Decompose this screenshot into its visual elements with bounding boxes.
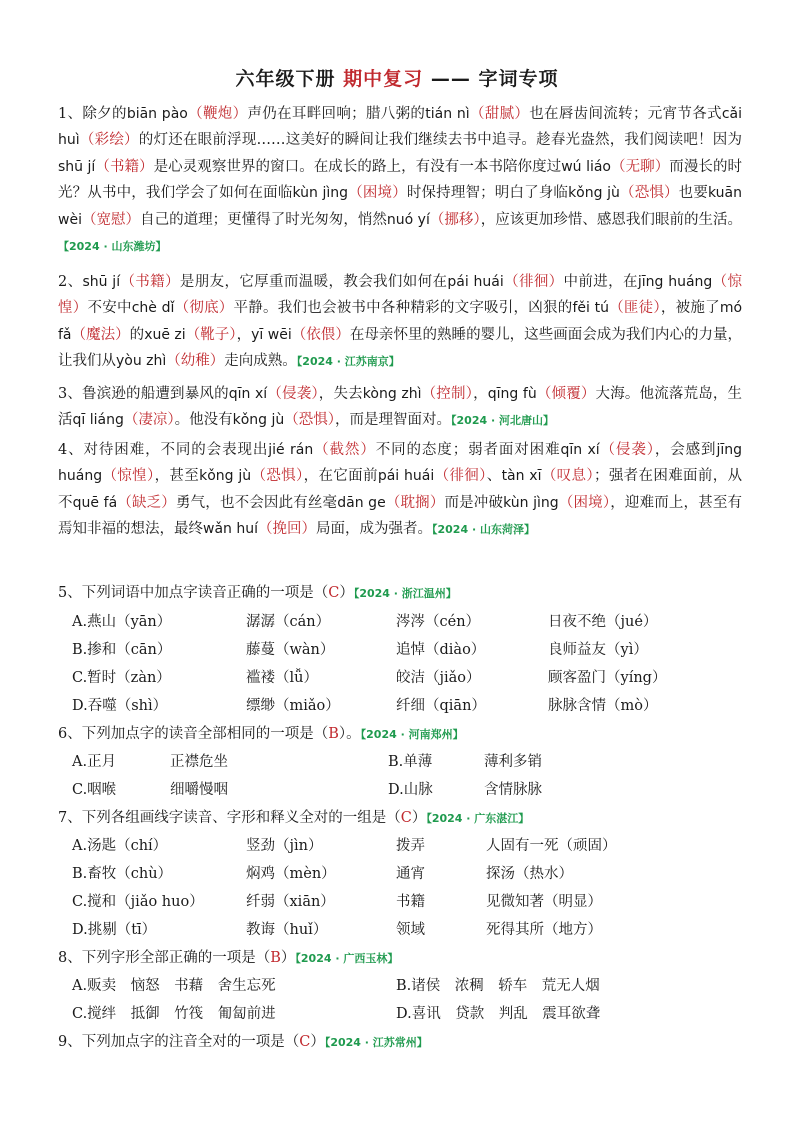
pinyin-prompt: xuē zi [144,326,186,343]
option-item: A.贩卖 恼怒 书藉 舍生忘死 [72,978,276,994]
pinyin-prompt: yī wēi [251,326,292,343]
option-item: 褴褛（lǚ） [246,670,318,686]
pinyin-prompt: biān pào [126,106,188,122]
text: 声仍在耳畔回响；腊八粥的 [247,106,426,122]
option-item: 皎洁（jiǎo） [396,670,481,686]
text: ，失去 [318,386,363,402]
text: ，甚至 [154,468,200,485]
text: 也要 [678,185,708,202]
text: 在母亲怀里的熟睡的婴儿，这些画面会成为我们内心的力量，让我们从 [58,326,743,370]
text: 平静。我们也会被书中各种精彩的文字吸引，凶狠的 [233,300,573,317]
answer: B [270,950,281,966]
pinyin-prompt: qī liáng [72,412,124,429]
option-item: C.搅绊 抵御 竹筏 匍匐前进 [72,1006,276,1022]
answer-word: （控制） [421,386,474,402]
text: 勇气，也不会因此有丝毫 [175,494,338,511]
text: 大海。他流落荒岛，生活 [58,386,743,429]
option-item: 教诲（huǐ） [246,922,328,938]
answer-word: （书籍） [120,274,180,290]
answer-word: （挽回） [258,521,316,538]
answer-word: （困境） [348,185,407,202]
text: ，迎难而上，甚至有焉知非福的想法，最终 [58,494,743,538]
text: 5、下列词语中加点字读音正确的一项是（ [58,585,329,601]
option-item: 顾客盈门（yíng） [548,670,667,686]
text: 而漫长的时光？从书中，我们学会了如何在面临 [58,158,743,202]
answer-word: （耽搁） [385,494,445,511]
option-item: C.搅和（jiǎo huo） [72,894,204,910]
text: ， [473,386,488,402]
text: 9、下列加点字的注音全对的一项是（ [58,1034,300,1050]
passage-2 [58,269,742,376]
option-item: C.暂时（zàn） [72,670,171,686]
text: 是朋友，它厚重而温暖，教会我们如何在 [179,274,448,290]
source-tag: 【2024 · 山东菏泽】 [432,523,535,537]
text: 8、下列字形全部正确的一项是（ [58,950,271,966]
text: 不安中 [87,300,132,317]
pinyin-prompt: jīng huáng [637,274,713,290]
option-item: A.汤匙（chí） [72,838,168,854]
option-item: B.掺和（cān） [72,642,172,658]
pinyin-prompt: yòu zhì [116,353,167,370]
passage-1 [58,101,742,260]
text: ，而是理智面对。 [335,412,452,429]
answer: C [328,585,340,601]
option-item: 薄利多销 [484,754,542,770]
answer-word: （困境） [558,494,611,511]
answer-word: （书籍） [95,158,154,175]
pinyin-prompt: kùn jìng [503,494,559,511]
text: 而是冲破 [444,494,504,511]
text: ） [339,585,354,601]
answer-word: （魔法） [71,326,130,343]
text: ，会感到 [654,442,717,458]
option-item: 纤弱（xiān） [246,894,335,910]
source-tag: 【2024 · 山东潍坊】 [58,240,167,254]
passage-3 [58,381,742,435]
text: ） [280,950,296,966]
option-item: B.诸侯 浓稠 轿车 荒无人烟 [396,978,600,994]
option-item: 通宵 [396,866,425,882]
option-item: 藤蔓（wàn） [246,642,335,658]
answer-word: （徘徊） [434,468,487,485]
option-item: 良师益友（yì） [548,642,648,658]
text: 也在唇齿间流转；元宵节各式 [529,106,722,122]
pinyin-prompt: jié rán [268,442,314,458]
answer-word: （挪移） [429,211,481,228]
option-item: A.正月 [72,754,117,770]
answer-word: （倾覆） [536,386,596,402]
source-tag: 【2024 · 河南郑州】 [360,728,464,741]
option-item: 正襟危坐 [170,754,228,770]
pinyin-prompt: kǒng jù [199,468,252,485]
question-5-stem [58,581,457,602]
pinyin-prompt: dān ge [337,494,386,511]
text: ）。 [338,726,361,742]
text: 中前进，在 [563,274,638,290]
text: ） [310,1034,325,1050]
title-topic: 字词专项 [478,68,559,90]
pinyin-prompt: kǒng jù [568,185,620,202]
option-item: 见微知著（明显） [486,894,602,910]
text: 自己的道理；更懂得了时光匆匆，悄然 [140,211,387,228]
answer-word: （徘徊） [503,274,564,290]
answer-word: （凄凉） [123,412,175,429]
option-item: D.挑剔（tī） [72,922,157,938]
title-midterm: 期中复习 [343,68,424,90]
text: 7、下列各组画线字读音、字形和释义全对的一组是（ [58,810,401,826]
pinyin-prompt: shū jí [82,274,121,290]
source-tag: 【2024 · 浙江温州】 [353,587,457,600]
option-item: 细嚼慢咽 [170,782,228,798]
pinyin-prompt: tàn xī [501,468,542,485]
pinyin-prompt: kǒng jù [232,412,285,429]
text: 3、鲁滨逊的船遭到暴风的 [58,386,229,402]
title-grade: 六年级下册 [235,68,336,90]
pinyin-prompt: mó fǎ [58,300,743,343]
answer: C [400,810,412,826]
text: 。他没有 [174,412,233,429]
text: 1、除夕的 [58,106,127,122]
answer-word: （靴子） [185,326,237,343]
option-item: 焖鸡（mèn） [246,866,336,882]
option-item: B.畜牧（chù） [72,866,173,882]
option-item: 缥缈（miǎo） [246,698,340,714]
option-item: 纤细（qiān） [396,698,486,714]
pinyin-prompt: qīng fù [487,386,537,402]
option-item: 书籍 [396,894,425,910]
text: ；强者在困难面前，从不 [58,468,743,511]
answer-word: （甜腻） [469,106,530,122]
text: 的灯还在眼前浮现……这美好的瞬间让我们继续去书中追寻。趁春光盎然，我们阅读吧！因为 [138,132,743,149]
text: 4、对待困难，不同的会表现出 [58,442,269,458]
answer-word: （惊惶） [102,468,155,485]
pinyin-prompt: chè dǐ [131,300,175,317]
text: 2、 [58,274,83,290]
answer-word: （鞭炮） [187,106,248,122]
source-tag: 【2024 · 江苏常州】 [324,1036,428,1049]
pinyin-prompt: pái huái [447,274,504,290]
source-tag: 【2024 · 广东湛江】 [426,812,530,825]
answer: B [328,726,339,742]
text: 的 [129,326,145,343]
answer-word: （惊惶） [58,274,742,317]
pinyin-prompt: shū jí [58,158,96,175]
pinyin-prompt: kòng zhì [362,386,422,402]
answer-word: （宽慰） [81,211,141,228]
option-item: 竖劲（jìn） [246,838,323,854]
option-item: 死得其所（地方） [486,922,602,938]
option-item: 潺潺（cán） [246,614,331,630]
text: 走向成熟。 [224,353,297,370]
option-item: 日夜不绝（jué） [548,614,658,630]
option-item: 含情脉脉 [484,782,542,798]
question-8-stem [58,946,398,967]
answer-word: （侵袭） [267,386,319,402]
text: ） [411,810,427,826]
pinyin-prompt: wǎn huí [203,521,258,538]
text: ，被施了 [660,300,720,317]
option-item: D.山脉 [388,782,433,798]
option-item: B.单薄 [388,754,433,770]
option-item: 拨弄 [396,838,425,854]
source-tag: 【2024 · 广西玉林】 [295,952,399,965]
option-item: 涔涔（cén） [396,614,481,630]
text: 是心灵观察世界的窗口。在成长的路上，有没有一本书陪你度过 [153,158,562,175]
page-title [0,64,794,91]
question-7-stem [58,806,529,827]
pinyin-prompt: nuó yí [386,211,430,228]
answer-word: （恐惧） [619,185,679,202]
pinyin-prompt: jīng huáng [58,442,743,485]
answer-word: （恐惧） [284,412,336,429]
question-9-stem [58,1030,428,1051]
pinyin-prompt: fěi tú [572,300,609,317]
pinyin-prompt: kuān wèi [58,185,742,228]
pinyin-prompt: qīn xí [560,442,600,458]
pinyin-prompt: kùn jìng [292,185,349,202]
option-item: 追悼（diào） [396,642,486,658]
text: ，在它面前 [303,468,378,485]
answer-word: （匪徒） [608,300,661,317]
question-6-stem [58,722,464,743]
text: ， [236,326,252,343]
text: 、 [486,468,502,485]
option-item: D.吞噬（shì） [72,698,168,714]
answer-word: （幼稚） [166,353,225,370]
pinyin-prompt: tián nì [425,106,470,122]
title-dash: —— [430,68,471,90]
answer-word: （彩绘） [79,132,139,149]
answer: C [299,1034,311,1050]
answer-word: （恐惧） [251,468,304,485]
option-item: 领域 [396,922,425,938]
option-item: A.燕山（yān） [72,614,172,630]
text: 局面，成为强者。 [316,521,432,538]
pinyin-prompt: quē fá [72,494,118,511]
option-item: C.咽喉 [72,782,117,798]
answer-word: （无聊） [611,158,670,175]
option-item: 探汤（热水） [486,866,573,882]
pinyin-prompt: wú liáo [561,158,611,175]
option-item: D.喜讯 贷款 判乱 震耳欲聋 [396,1006,601,1022]
text: 时保持理智；明白了身临 [406,185,569,202]
answer-word: （截然） [313,442,376,458]
answer-word: （依偎） [291,326,350,343]
option-item: 人固有一死（顽固） [486,838,617,854]
source-tag: 【2024 · 江苏南京】 [296,355,400,369]
pinyin-prompt: pái huái [377,468,435,485]
pinyin-prompt: qīn xí [228,386,268,402]
option-item: 脉脉含情（mò） [548,698,658,714]
answer-word: （侵袭） [599,442,655,458]
source-tag: 【2024 · 河北唐山】 [451,414,554,428]
text: 不同的态度；弱者面对困难 [375,442,561,458]
passage-4 [58,437,742,544]
answer-word: （缺乏） [117,494,176,511]
answer-word: （彻底） [174,300,234,317]
text: ，应该更加珍惜、感恩我们眼前的生活。 [480,211,743,228]
pinyin-prompt: cǎi huì [58,106,743,149]
answer-word: （叹息） [541,468,594,485]
text: 6、下列加点字的读音全部相同的一项是（ [58,726,329,742]
